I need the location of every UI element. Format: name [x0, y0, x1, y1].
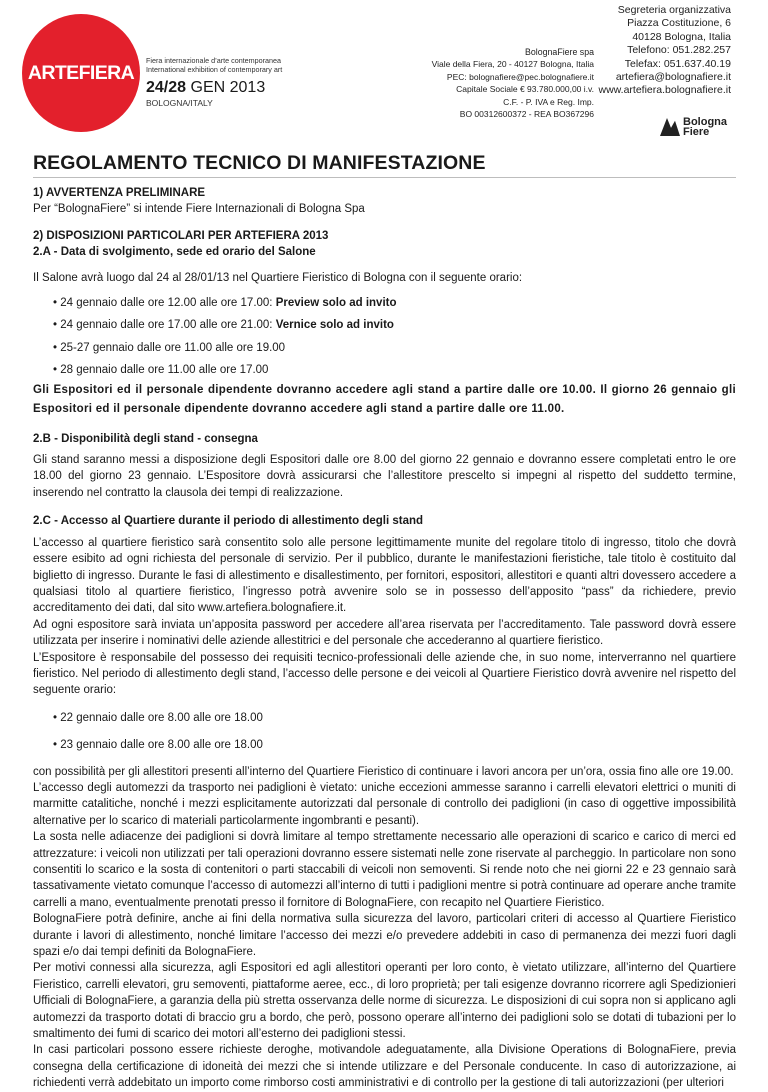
section-2-heading: 2) DISPOSIZIONI PARTICOLARI PER ARTEFIERA 2013 [33, 229, 329, 242]
schedule-item: • 24 gennaio dalle ore 12.00 alle ore 17.00: Preview solo ad invito [53, 297, 397, 310]
section-2b-heading: 2.B - Disponibilità degli stand - consegna [33, 432, 258, 445]
section-2c-paragraph: L’Espositore è responsabile del possesso dei requisiti tecnico-professionali delle aziende che, in suo nome, interverranno nel quartiere fieristico. Nel periodo di allestimento degli stand, l’accesso delle persone e dei veicoli al Quartiere Fieristico dovrà avvenire nel rispetto del seguente orario: [33, 651, 736, 697]
document-body [33, 185, 736, 1092]
logo-text: ARTEFIERA [27, 61, 135, 84]
section-2a-heading: 2.A - Data di svolgimento, sede ed orario del Salone [33, 246, 316, 259]
section-2c-paragraph: L’accesso degli automezzi da trasporto nei padiglioni è vietato: uniche eccezioni ammesse saranno i carrelli elevatori elettrici o muniti di marmitte catalitiche, nonché i mezzi esplicitamente autorizzati dal personale di controllo dei padiglioni (in caso di oggettive impossibilità alternative per lo scarico di materiali particolarmente ingombranti e pesanti). [33, 781, 736, 827]
secretariat-email[interactable]: artefiera@bolognafiere.it [615, 71, 731, 84]
fair-subtitle-it: Fiera internazionale d’arte contemporanea [146, 56, 282, 65]
secretariat-city: 40128 Bologna, Italia [632, 30, 731, 43]
title-divider [33, 177, 736, 178]
fair-info [146, 56, 282, 108]
page-title: REGOLAMENTO TECNICO DI MANIFESTAZIONE [33, 152, 486, 174]
secretariat-website[interactable]: www.artefiera.bolognafiere.it [598, 84, 731, 97]
section-2c-paragraph: Per motivi connessi alla sicurezza, agli Espositori ed agli allestitori operanti per loro conto, è vietato utilizzare, all’interno del Quartiere Fieristico, carrelli elevatori, gru semoventi, piattaforme aeree, ecc., di loro proprietà; per tali esigenze dovranno ricorrere agli Spedizionieri Ufficiali di BolognaFiere, a garanzia della più stretta osservanza delle norme di sicurezza. Le disposizioni di cui sopra non si applicano agli automezzi da trasporto dotati di braccio gru a bordo, che però, possono operare all’interno dei padiglioni solo se dotati di tubazioni per lo smaltimento dei fumi di scarico dei motori all’esterno dei padiglioni stessi. [33, 962, 736, 1041]
secretariat-fax: Telefax: 051.637.40.19 [624, 57, 731, 70]
section-2b-text: Gli stand saranno messi a disposizione degli Espositori dalle ore 8.00 del giorno 22 gennaio e dovranno essere completati entro le ore 18.00 del giorno 23 gennaio. L’Espositore dovrà assicurarsi che l’allestitore prescelto si impegni al rispetto del suddetto termine, inserendo nel contratto la clausola dei tempi di realizzazione. [33, 454, 736, 499]
section-2c-paragraph: L’accesso al quartiere fieristico sarà consentito solo alle persone legittimamente munite del regolare titolo di ingresso, titolo che dovrà essere esibito ad ogni richiesta del personale di servizio. Per il pubblico, durante le manifestazioni fieristiche, tale titolo è costituito dal biglietto di ingresso. Durante le fasi di allestimento e disallestimento, per fornitori, espositori, allestitori e quanti altri dovessero accedere a qualsiasi titolo al quartiere fieristico, l’ingresso potrà avvenire solo se in possesso dell’apposito “pass” da richiedere, previo accreditamento dei dati, dal sito www.artefiera.bolognafiere.it. [33, 536, 736, 615]
section-2c-paragraph: BolognaFiere potrà definire, anche ai fini della normativa sulla sicurezza del lavoro, particolari criteri di accesso al Quartiere Fieristico durante i lavori di allestimento, nonché limitare l’accesso dei mezzi e/o prevedere addebiti in caso di permanenza dei mezzi fuori dagli spazi e/o dai tempi definiti da BolognaFiere. [33, 913, 736, 959]
company-tax: C.F. - P. IVA e Reg. Imp. [503, 96, 594, 107]
secretariat-title: Segreteria organizzativa [617, 4, 731, 16]
company-pec: PEC: bolognafiere@pec.bolognafiere.it [446, 71, 594, 82]
section-2a-intro: Il Salone avrà luogo dal 24 al 28/01/13 nel Quartiere Fieristico di Bologna con il seguente orario: [33, 271, 523, 284]
schedule-item: • 24 gennaio dalle ore 17.00 alle ore 21.00: Vernice solo ad invito [53, 319, 394, 332]
fair-dates [146, 80, 282, 96]
company-capital: Capitale Sociale € 93.780.000,00 i.v. [456, 84, 594, 95]
setup-schedule-item: • 23 gennaio dalle ore 8.00 alle ore 18.00 [53, 739, 263, 752]
bolognafiere-mark-icon [660, 118, 680, 136]
section-1-text: Per “BolognaFiere” si intende Fiere Internazionali di Bologna Spa [33, 203, 365, 216]
fair-month: GEN 2013 [190, 79, 266, 96]
section-2c-paragraph: In casi particolari possono essere richieste deroghe, motivandole adeguatamente, alla Divisione Operations di BolognaFiere, previa consegna della certificazione di idoneità dei mezzi che si intende utilizzare e del Personale conducente. In caso di autorizzazione, ai richiedenti verrà addebitato un importo come rimborso costi amministrativi e di controllo per la gestione di tali autorizzazioni (per ulteriori [33, 1044, 736, 1090]
section-2c-heading: 2.C - Accesso al Quartiere durante il periodo di allestimento degli stand [33, 515, 424, 528]
secretariat-info [599, 4, 732, 98]
bolognafiere-wordmark: Bologna Fiere [683, 116, 727, 138]
fair-city: BOLOGNA/ITALY [146, 98, 213, 108]
schedule-item: • 28 gennaio dalle ore 11.00 alle ore 17.00 [53, 364, 269, 377]
bolognafiere-logo [660, 117, 727, 137]
fair-subtitle-en: International exhibition of contemporary art [146, 65, 283, 74]
schedule-item: • 25-27 gennaio dalle ore 11.00 alle ore 19.00 [53, 341, 286, 354]
secretariat-phone: Telefono: 051.282.257 [627, 44, 731, 57]
artefiera-logo [22, 14, 140, 132]
company-name: BolognaFiere spa [525, 47, 594, 57]
section-2c-paragraph: Ad ogni espositore sarà inviata un’apposita password per accedere all’area riservata per l’accreditamento. Tale password dovrà essere utilizzata per inserire i nominativi delle aziende allestitrici e del personale che accederanno al quartiere fieristico. [33, 618, 736, 648]
exhibitor-access-note: Gli Espositori ed il personale dipendente dovranno accedere agli stand a partire dalle ore 10.00. Il giorno 26 gennaio gli Espositori ed il personale dipendente dovranno accedere agli stand a partire dalle ore 11.00. [33, 383, 736, 415]
company-address: Viale della Fiera, 20 - 40127 Bologna, Italia [431, 59, 594, 70]
secretariat-street: Piazza Costituzione, 6 [627, 17, 731, 30]
section-1-heading: 1) AVVERTENZA PRELIMINARE [33, 187, 206, 199]
section-2c-paragraph: La sosta nelle adiacenze dei padiglioni si dovrà limitare al tempo strettamente necessario alle operazioni di scarico e carico di merci ed attrezzature: i veicoli non utilizzati per tali operazioni dovranno essere sistemati nelle zone riservate al parcheggio. In particolare non sono consentiti lo scarico e la sosta di contenitori o parti staccabili di veicoli non semoventi. Si rende noto che nei giorni 22 e 23 gennaio sarà tassativamente vietato comunque l’accesso di automezzi all’interno di tutti i padiglioni mentre si potrà continuare ad operare anche tramite carrelli a mano, eventualmente prenotati presso il fornitore di BolognaFiere, con recapito nel Quartiere Fieristico. [33, 831, 736, 909]
section-2c-paragraph: con possibilità per gli allestitori presenti all’interno del Quartiere Fieristico di continuare i lavori ancora per un’ora, ossia fino alle ore 19.00. [33, 765, 734, 778]
company-info [432, 46, 594, 120]
fair-days: 24/28 [146, 79, 187, 96]
setup-schedule-item: • 22 gennaio dalle ore 8.00 alle ore 18.00 [53, 711, 263, 724]
company-registration: BO 00312600372 - REA BO367296 [459, 109, 594, 120]
